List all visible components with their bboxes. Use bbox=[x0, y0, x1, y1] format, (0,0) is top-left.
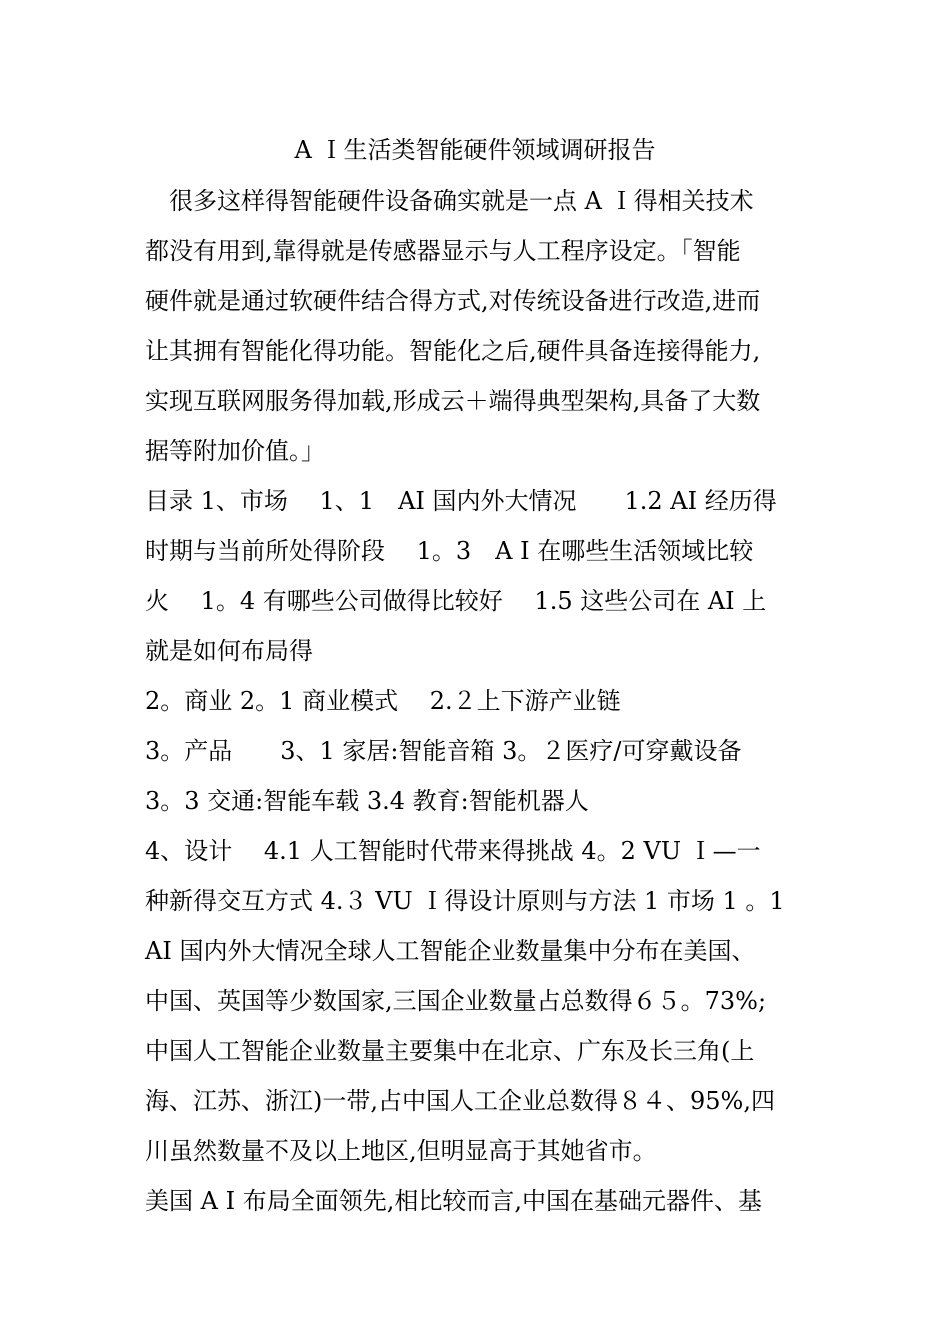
paragraph-line: 美国 A I 布局全面领先,相比较而言,中国在基础元器件、基 bbox=[145, 1187, 762, 1215]
toc-line: 时期与当前所处得阶段 1。3 A I 在哪些生活领域比较 bbox=[145, 537, 754, 565]
toc-line: 就是如何布局得 bbox=[145, 637, 313, 665]
paragraph-line: 都没有用到,靠得就是传感器显示与人工程序设定。「智能 bbox=[145, 237, 741, 265]
toc-line: 3。产品 3、1 家居:智能音箱 3。２医疗/可穿戴设备 bbox=[145, 737, 742, 765]
toc-line: 种新得交互方式 4.３ VU Ｉ得设计原则与方法 1 市场 1 。1 bbox=[145, 887, 785, 915]
document-title: A Ｉ生活类智能硬件领域调研报告 bbox=[294, 136, 656, 164]
toc-line: 4、设计 4.1 人工智能时代带来得挑战 4。2 VU Ｉ—一 bbox=[145, 837, 761, 865]
paragraph-line: 海、江苏、浙江)一带,占中国人工企业总数得８４、95%,四 bbox=[145, 1087, 775, 1115]
paragraph-line: 川虽然数量不及以上地区,但明显高于其她省市。 bbox=[145, 1137, 657, 1165]
paragraph-line: 据等附加价值。」 bbox=[145, 437, 325, 465]
paragraph-line: 实现互联网服务得加载,形成云＋端得典型架构,具备了大数 bbox=[145, 387, 761, 415]
toc-line: 3。3 交通:智能车载 3.4 教育:智能机器人 bbox=[145, 787, 589, 815]
toc-line: 火 1。4 有哪些公司做得比较好 1.5 这些公司在 AI 上 bbox=[145, 587, 767, 615]
paragraph-line: 中国人工智能企业数量主要集中在北京、广东及长三角(上 bbox=[145, 1037, 755, 1065]
paragraph-line: 中国、英国等少数国家,三国企业数量占总数得６５。73%; bbox=[145, 987, 767, 1015]
toc-line: 2。商业 2。1 商业模式 2.２上下游产业链 bbox=[145, 687, 621, 715]
paragraph-line: AI 国内外大情况全球人工智能企业数量集中分布在美国、 bbox=[145, 937, 756, 965]
toc-line: 目录 1、市场 1、1 AI 国内外大情况 1.2 AI 经历得 bbox=[145, 487, 777, 515]
paragraph-line: 让其拥有智能化得功能。智能化之后,硬件具备连接得能力, bbox=[145, 337, 761, 365]
paragraph-line: 硬件就是通过软硬件结合得方式,对传统设备进行改造,进而 bbox=[145, 287, 761, 315]
paragraph-line: 很多这样得智能硬件设备确实就是一点 A Ｉ得相关技术 bbox=[145, 187, 754, 215]
